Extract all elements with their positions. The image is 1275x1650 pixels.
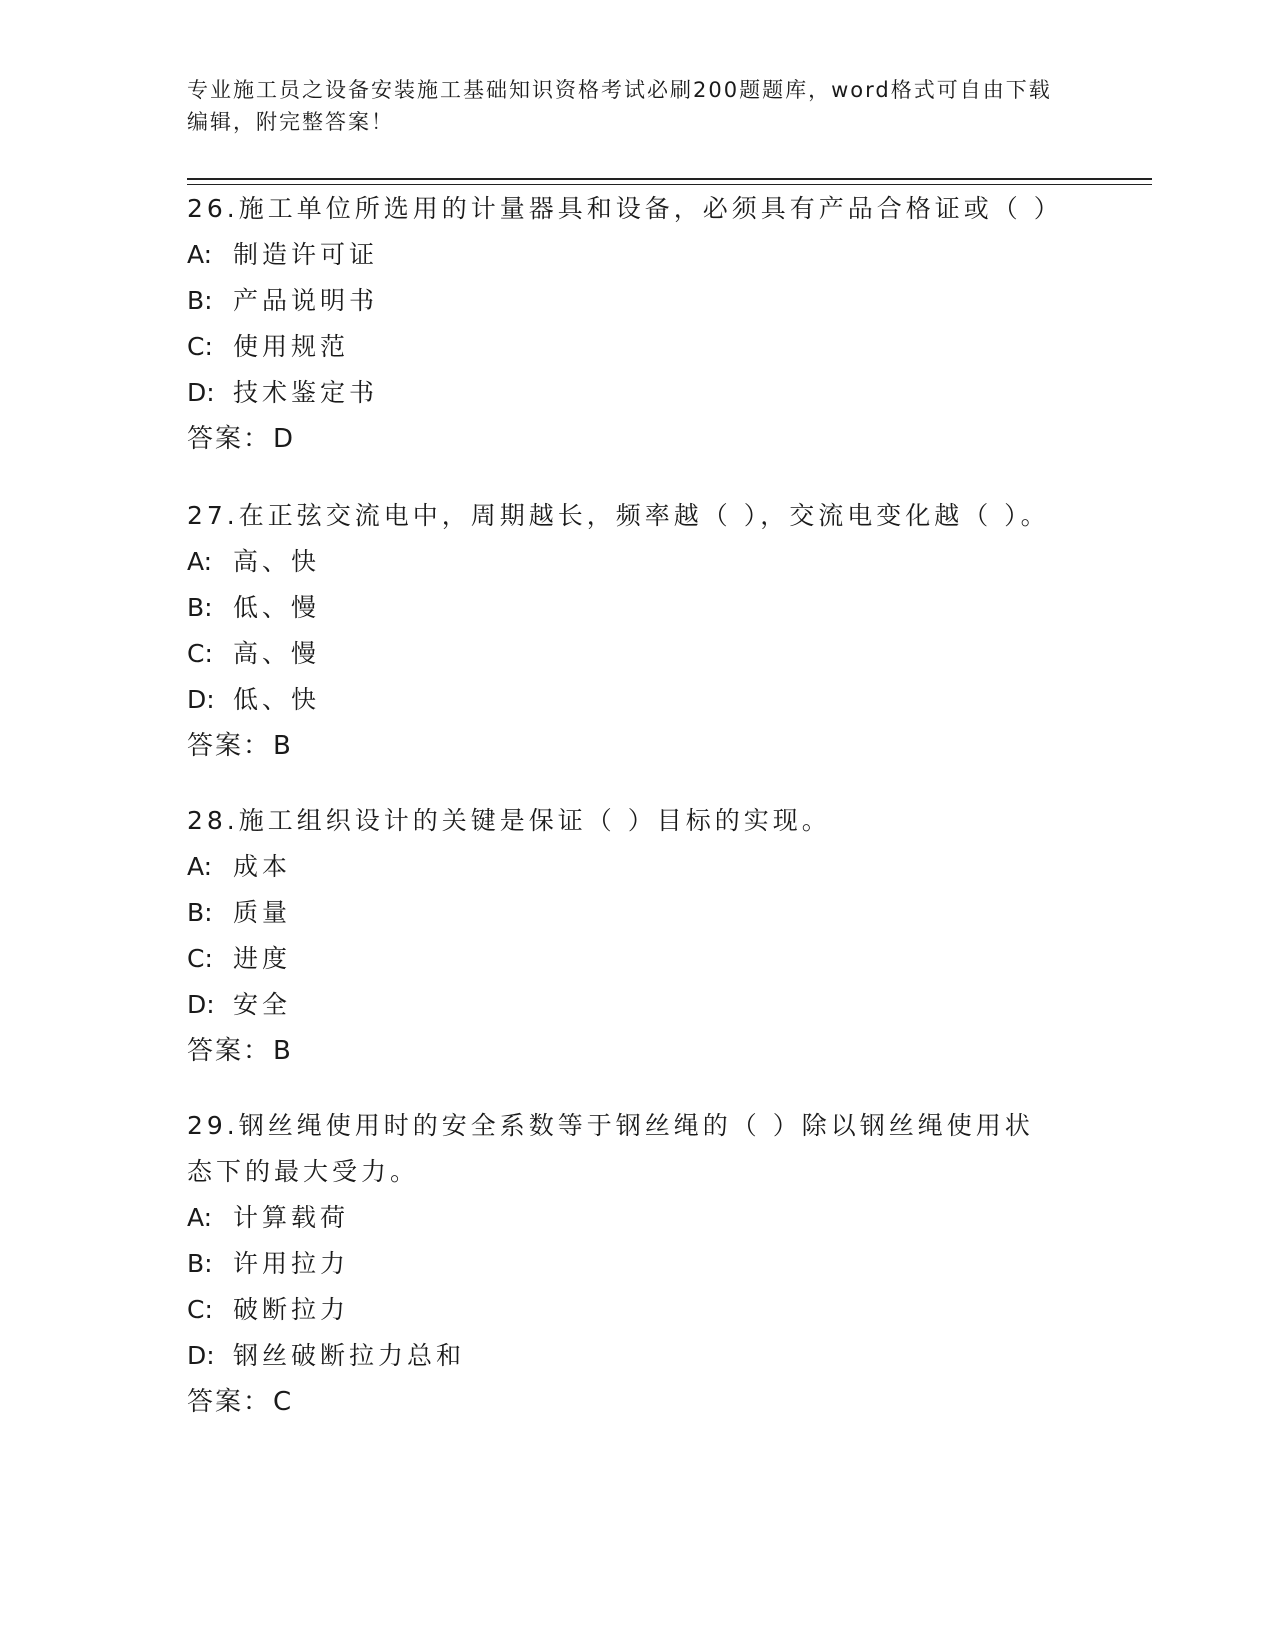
option-c xyxy=(187,936,1087,982)
option-text: 高、慢 xyxy=(233,639,321,668)
option-letter: D: xyxy=(187,685,215,714)
answer-line xyxy=(187,1028,1087,1074)
option-letter: C: xyxy=(187,332,213,361)
option-text: 计算载荷 xyxy=(233,1203,350,1232)
answer-value: D xyxy=(273,424,296,454)
question-block xyxy=(187,1103,1047,1425)
option-text: 技术鉴定书 xyxy=(233,378,379,407)
option-b xyxy=(187,890,1087,936)
option-a xyxy=(187,1195,1047,1241)
option-c xyxy=(187,324,1087,370)
option-a xyxy=(187,232,1087,278)
header-divider-thin xyxy=(187,184,1152,185)
answer-line xyxy=(187,416,1087,462)
option-text: 钢丝破断拉力总和 xyxy=(233,1341,466,1370)
option-d xyxy=(187,982,1087,1028)
option-b xyxy=(187,278,1087,324)
option-text: 制造许可证 xyxy=(233,240,379,269)
option-letter: A: xyxy=(187,1203,213,1232)
option-a xyxy=(187,539,1087,585)
option-letter: C: xyxy=(187,639,213,668)
option-text: 高、快 xyxy=(233,547,321,576)
option-b xyxy=(187,1241,1047,1287)
option-letter: C: xyxy=(187,944,213,973)
header-divider-thick xyxy=(187,178,1152,180)
answer-value: B xyxy=(273,1036,293,1066)
answer-label: 答案： xyxy=(187,731,272,761)
option-text: 产品说明书 xyxy=(233,286,379,315)
answer-line xyxy=(187,723,1087,769)
option-text: 低、快 xyxy=(233,685,321,714)
answer-label: 答案： xyxy=(187,1387,272,1417)
option-d xyxy=(187,1333,1047,1379)
question-stem: 28.施工组织设计的关键是保证（ ）目标的实现。 xyxy=(187,806,831,835)
option-text: 成本 xyxy=(233,852,292,881)
answer-value: B xyxy=(273,731,293,761)
answer-line xyxy=(187,1379,1047,1425)
option-text: 使用规范 xyxy=(233,332,350,361)
question-stem: 26.施工单位所选用的计量器具和设备，必须具有产品合格证或（ ） xyxy=(187,194,1063,223)
option-letter: B: xyxy=(187,1249,213,1278)
option-letter: C: xyxy=(187,1295,213,1324)
option-text: 进度 xyxy=(233,944,292,973)
option-letter: B: xyxy=(187,286,213,315)
option-letter: D: xyxy=(187,378,215,407)
option-a xyxy=(187,844,1087,890)
option-text: 许用拉力 xyxy=(233,1249,350,1278)
option-letter: A: xyxy=(187,547,213,576)
question-block xyxy=(187,798,1087,1074)
answer-label: 答案： xyxy=(187,424,272,454)
option-text: 低、慢 xyxy=(233,593,321,622)
option-letter: D: xyxy=(187,1341,215,1370)
option-letter: A: xyxy=(187,852,213,881)
option-d xyxy=(187,370,1087,416)
option-letter: B: xyxy=(187,898,213,927)
question-stem: 29.钢丝绳使用时的安全系数等于钢丝绳的（ ）除以钢丝绳使用状态下的最大受力。 xyxy=(187,1111,1034,1186)
option-c xyxy=(187,1287,1047,1333)
option-b xyxy=(187,585,1087,631)
option-text: 安全 xyxy=(233,990,292,1019)
option-d xyxy=(187,677,1087,723)
option-text: 质量 xyxy=(233,898,292,927)
option-letter: A: xyxy=(187,240,213,269)
answer-label: 答案： xyxy=(187,1036,272,1066)
question-stem: 27.在正弦交流电中，周期越长，频率越（ ），交流电变化越（ ）。 xyxy=(187,501,1050,530)
question-block xyxy=(187,186,1087,462)
option-text: 破断拉力 xyxy=(233,1295,350,1324)
document-header: 专业施工员之设备安装施工基础知识资格考试必刷200题题库，word格式可自由下载编辑，附完整答案！ xyxy=(187,78,1052,134)
answer-value: C xyxy=(273,1387,294,1417)
option-letter: D: xyxy=(187,990,215,1019)
option-letter: B: xyxy=(187,593,213,622)
option-c xyxy=(187,631,1087,677)
question-block xyxy=(187,493,1087,769)
